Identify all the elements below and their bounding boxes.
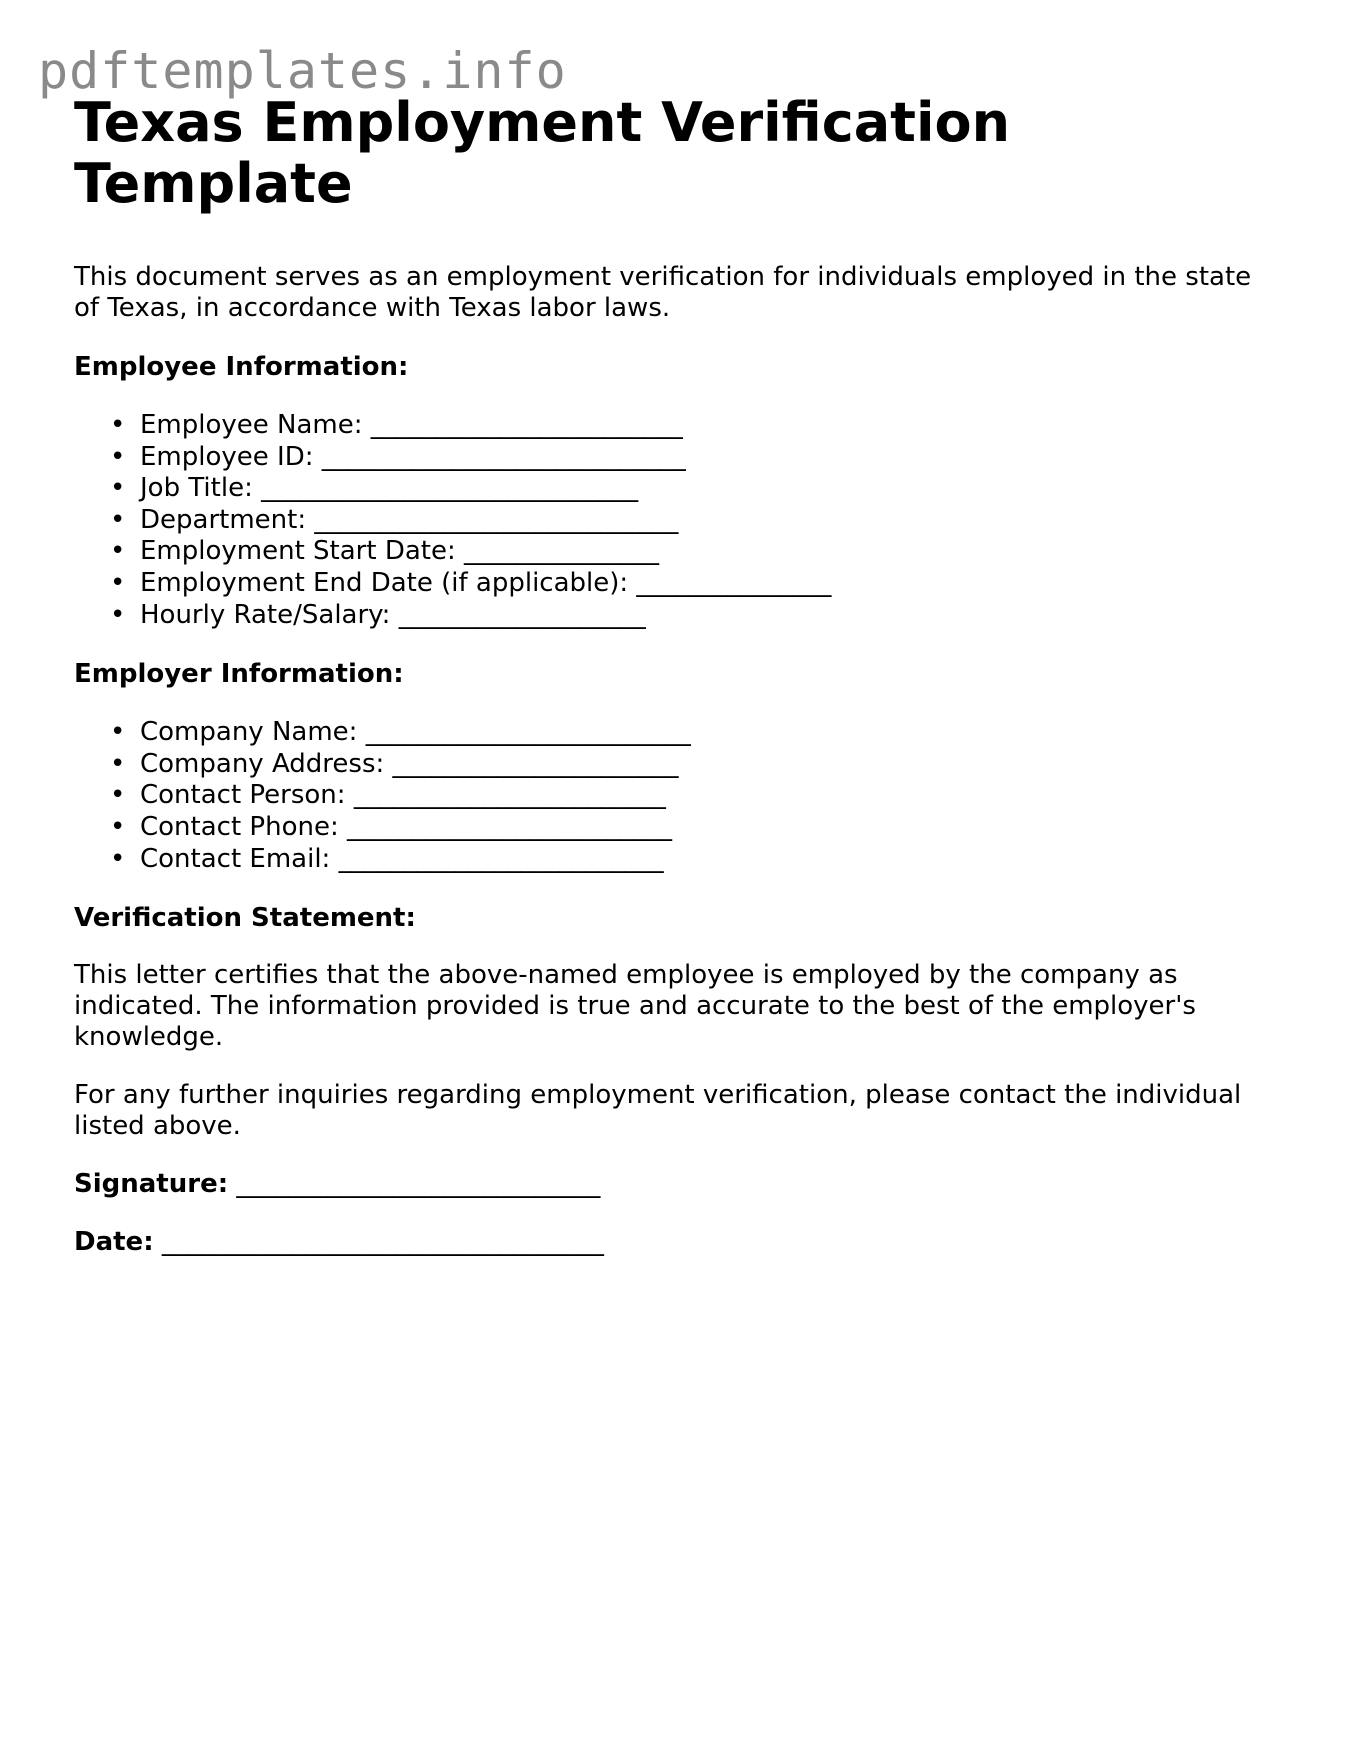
field-hourly-rate-salary [74, 600, 1284, 632]
employee-field-list [74, 410, 1284, 631]
signature-blank[interactable]: ____________________________ [236, 1169, 601, 1200]
fill-in-blank[interactable]: ___________________ [398, 599, 646, 630]
date-label: Date: [74, 1227, 154, 1258]
field-department [74, 505, 1284, 537]
field-label: Employment Start Date: [140, 536, 456, 567]
field-employment-end-date [74, 568, 1284, 600]
employer-section-heading: Employer Information: [74, 659, 404, 690]
bullet-icon: • [110, 811, 126, 842]
field-employment-start-date [74, 536, 1284, 568]
field-employee-name [74, 410, 1284, 442]
document-page [74, 92, 1284, 1258]
fill-in-blank[interactable]: ________________________ [353, 780, 666, 811]
field-label: Hourly Rate/Salary: [140, 599, 391, 630]
bullet-icon: • [110, 717, 126, 748]
fill-in-blank[interactable]: _________________________ [365, 717, 691, 748]
field-label: Contact Phone: [140, 811, 339, 842]
fill-in-blank[interactable]: _____________________________ [261, 473, 639, 504]
bullet-icon: • [110, 410, 126, 440]
watermark: pdftemplates.info [38, 42, 567, 100]
field-label: Job Title: [140, 473, 253, 504]
field-contact-phone [74, 812, 1284, 844]
bullet-icon: • [110, 748, 126, 779]
field-label: Contact Email: [140, 843, 331, 874]
field-label: Department: [140, 504, 307, 535]
fill-in-blank[interactable]: _______________ [636, 567, 832, 598]
signature-label: Signature: [74, 1169, 229, 1200]
employee-section-heading: Employee Information: [74, 352, 409, 382]
fill-in-blank[interactable]: ____________________________ [314, 504, 679, 535]
field-label: Contact Person: [140, 780, 346, 811]
bullet-icon: • [110, 780, 126, 811]
field-label: Employment End Date (if applicable): [140, 567, 629, 598]
page-title: Texas Employment Verification Template [74, 91, 1011, 215]
field-label: Employee ID: [140, 441, 314, 472]
fill-in-blank[interactable]: ________________________ [370, 410, 683, 440]
field-contact-person [74, 780, 1284, 812]
fill-in-blank[interactable]: _______________ [464, 536, 659, 567]
bullet-icon: • [110, 567, 126, 598]
fill-in-blank[interactable]: ______________________ [392, 748, 679, 779]
bullet-icon: • [110, 536, 126, 567]
field-company-address [74, 749, 1284, 781]
field-employee-id [74, 442, 1284, 474]
verification-section-heading: Verification Statement: [74, 903, 416, 934]
employer-field-list [74, 717, 1284, 875]
field-contact-email [74, 844, 1284, 876]
date-blank[interactable]: __________________________________ [161, 1227, 604, 1258]
verification-paragraph-1: This letter certifies that the above-named employee is employed by the company as indicated. The information provided is true and accurate to the best of the employer's knowledge. [74, 960, 1196, 1053]
signature-line [74, 1169, 1284, 1200]
fill-in-blank[interactable]: _________________________ [347, 811, 672, 842]
bullet-icon: • [110, 473, 126, 504]
bullet-icon: • [110, 599, 126, 630]
fill-in-blank[interactable]: _________________________ [338, 843, 664, 874]
bullet-icon: • [110, 504, 126, 535]
intro-paragraph: This document serves as an employment verification for individuals employed in the state of Texas, in accordance with Texas labor laws. [74, 262, 1252, 323]
bullet-icon: • [110, 441, 126, 472]
fill-in-blank[interactable]: ____________________________ [321, 441, 686, 472]
field-label: Company Address: [140, 748, 385, 779]
field-label: Company Name: [140, 717, 358, 748]
field-job-title [74, 473, 1284, 505]
verification-paragraph-2: For any further inquiries regarding employment verification, please contact the individual listed above. [74, 1080, 1242, 1142]
bullet-icon: • [110, 843, 126, 874]
field-label: Employee Name: [140, 410, 363, 440]
field-company-name [74, 717, 1284, 749]
date-line [74, 1227, 1284, 1258]
